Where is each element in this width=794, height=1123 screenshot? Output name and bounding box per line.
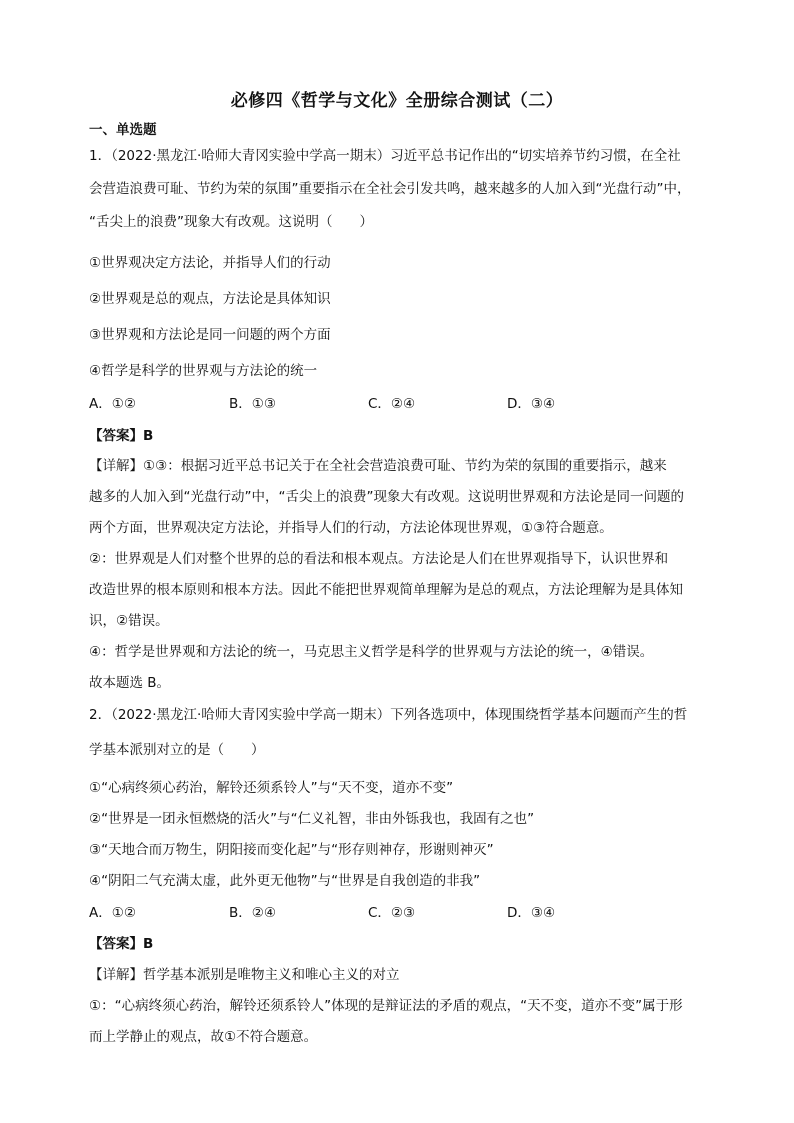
- q1-stem-line: 会营造浪费可耻、节约为荣的氛围”重要指示在全社会引发共鸣，越来越多的人加入到“光盘行动”中，: [89, 181, 691, 197]
- q1-analysis-line: 改造世界的根本原则和根本方法。因此不能把世界观简单理解为是总的观点，方法论理解为是具体知: [89, 582, 683, 598]
- q2-stem-line: 2．（2022·黑龙江·哈师大青冈实验中学高一期末）下列各选项中，体现围绕哲学基本问题而产生的哲: [89, 707, 688, 723]
- q2-analysis-line: ①：“心病终须心药治，解铃还须系铃人”体现的是辩证法的矛盾的观点，“天不变，道亦不变”属于形: [89, 998, 683, 1014]
- q1-answer: 【答案】B: [89, 428, 154, 444]
- q2-option-d: D．③④: [507, 905, 556, 921]
- q1-stem-line: 1．（2022·黑龙江·哈师大青冈实验中学高一期末）习近平总书记作出的“切实培养节约习惯，在全社: [89, 148, 681, 164]
- q1-stem-line: “舌尖上的浪费”现象大有改观。这说明（ ）: [89, 214, 373, 230]
- q1-analysis-line: 两个方面，世界观决定方法论，并指导人们的行动，方法论体现世界观，①③符合题意。: [89, 520, 613, 536]
- q2-answer: 【答案】B: [89, 936, 154, 952]
- q1-option-b: B．①③: [229, 396, 276, 412]
- q2-analysis-line: 而上学静止的观点，故①不符合题意。: [89, 1029, 318, 1045]
- q2-analysis-line: 【详解】哲学基本派别是唯物主义和唯心主义的对立: [89, 967, 400, 983]
- q1-statement: ②世界观是总的观点，方法论是具体知识: [89, 291, 331, 307]
- q1-analysis-line: ④：哲学是世界观和方法论的统一，马克思主义哲学是科学的世界观与方法论的统一，④错误。: [89, 644, 654, 660]
- q1-statement: ①世界观决定方法论，并指导人们的行动: [89, 255, 331, 271]
- q1-analysis-line: ②：世界观是人们对整个世界的总的看法和根本观点。方法论是人们在世界观指导下，认识世界和: [89, 551, 669, 567]
- q1-option-a: A．①②: [89, 396, 136, 412]
- q1-option-d: D．③④: [507, 396, 556, 412]
- q1-analysis-line: 故本题选 B。: [89, 675, 171, 691]
- q1-statement: ④哲学是科学的世界观与方法论的统一: [89, 363, 318, 379]
- q2-option-c: C．②③: [368, 905, 416, 921]
- q2-option-a: A．①②: [89, 905, 136, 921]
- page-title: 必修四《哲学与文化》全册综合测试（二）: [230, 91, 564, 111]
- q2-option-b: B．②④: [229, 905, 276, 921]
- q1-statement: ③世界观和方法论是同一问题的两个方面: [89, 327, 331, 343]
- q1-analysis-line: 【详解】①③：根据习近平总书记关于在全社会营造浪费可耻、节约为荣的氛围的重要指示，越来: [89, 458, 667, 474]
- q1-option-c: C．②④: [368, 396, 416, 412]
- section-heading: 一、单选题: [89, 122, 157, 138]
- q2-statement: ②“世界是一团永恒燃烧的活火”与“仁义礼智，非由外铄我也，我固有之也”: [89, 811, 535, 827]
- q2-statement: ④“阴阳二气充满太虚，此外更无他物”与“世界是自我创造的非我”: [89, 873, 481, 889]
- q2-statement: ③“天地合而万物生，阴阳接而变化起”与“形存则神存，形谢则神灭”: [89, 842, 494, 858]
- q2-statement: ①“心病终须心药治，解铃还须系铃人”与“天不变，道亦不变”: [89, 780, 454, 796]
- q1-analysis-line: 识，②错误。: [89, 613, 169, 629]
- q2-stem-line: 学基本派别对立的是（ ）: [89, 742, 265, 758]
- q1-analysis-line: 越多的人加入到“光盘行动”中，“舌尖上的浪费”现象大有改观。这说明世界观和方法论是同一问题的: [89, 489, 684, 505]
